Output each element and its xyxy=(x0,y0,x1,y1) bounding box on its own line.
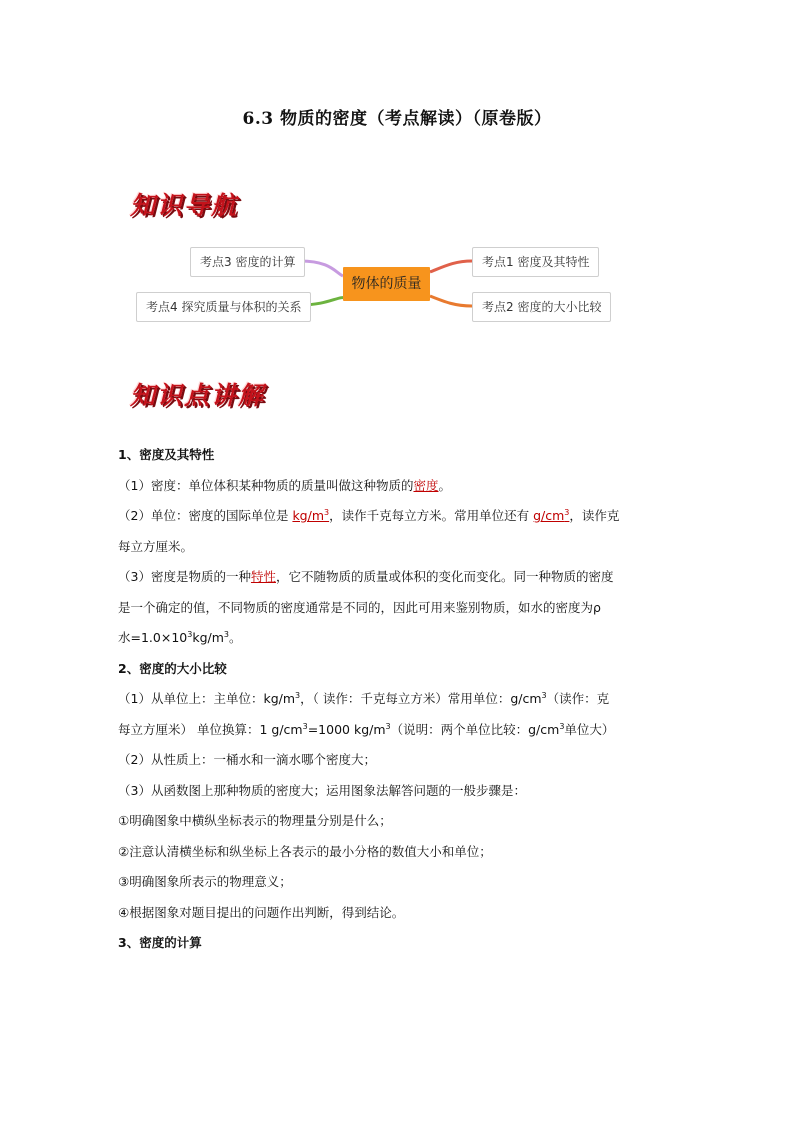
superscript: 3 xyxy=(564,507,570,517)
text: 。 xyxy=(438,477,451,493)
superscript: 3 xyxy=(559,721,565,731)
superscript: 3 xyxy=(302,721,308,731)
superscript: 3 xyxy=(324,507,330,517)
text: （1）密度：单位体积某种物质的质量叫做这种物质的 xyxy=(118,477,414,493)
knowledge-explanation-banner: 知识点讲解 xyxy=(130,381,266,410)
paragraph xyxy=(118,684,678,715)
text: =1000 kg/m xyxy=(307,721,386,737)
text: ，（ 读作：千克每立方米）常用单位：g/cm xyxy=(300,691,542,706)
mind-map xyxy=(0,0,794,340)
knowledge-navigation-banner: 知识导航 xyxy=(130,191,239,220)
text: （2）单位：密度的国际单位是 xyxy=(118,508,293,523)
superscript: 3 xyxy=(295,690,301,700)
paragraph: （2）从性质上：一桶水和一滴水哪个密度大； xyxy=(118,752,376,767)
mindmap-node-k3: 考点3 密度的计算 xyxy=(190,247,305,277)
superscript: 3 xyxy=(187,629,193,639)
paragraph xyxy=(118,623,678,654)
text: （3）密度是物质的一种 xyxy=(118,569,251,584)
paragraph: ②注意认清横坐标和纵坐标上各表示的最小分格的数值大小和单位； xyxy=(118,843,492,859)
text: 单位大） xyxy=(564,721,615,737)
connector-k3 xyxy=(300,261,343,276)
superscript: 3 xyxy=(385,721,391,731)
text: 每立方厘米） 单位换算：1 g/cm xyxy=(118,721,303,737)
connector-k2 xyxy=(430,296,472,306)
paragraph: ①明确图象中横纵坐标表示的物理量分别是什么； xyxy=(118,813,392,828)
page-title: 6.3 物质的密度（考点解读）（原卷版） xyxy=(242,109,552,129)
text: kg/m xyxy=(192,630,224,645)
text: （读作：克 xyxy=(546,691,610,706)
text: kg/m xyxy=(292,508,324,523)
paragraph xyxy=(118,715,678,746)
mindmap-node-k2: 考点2 密度的大小比较 xyxy=(472,292,611,322)
section-heading: 2、密度的大小比较 xyxy=(118,660,227,676)
superscript: 3 xyxy=(223,629,229,639)
text: ，读作千克每立方米。常用单位还有 xyxy=(329,508,534,523)
paragraph: （3）从函数图上那种物质的密度大；运用图象法解答问题的一般步骤是： xyxy=(118,782,526,798)
connector-k1 xyxy=(430,261,472,272)
mindmap-node-k4: 考点4 探究质量与体积的关系 xyxy=(136,292,311,322)
term-highlight: 特性 xyxy=(250,569,276,584)
paragraph: 是一个确定的值，不同物质的密度通常是不同的，因此可用来鉴别物质，如水的密度为ρ xyxy=(118,599,601,615)
text: （1）从单位上：主单位：kg/m xyxy=(118,691,296,706)
paragraph: ④根据图象对题目提出的问题作出判断，得到结论。 xyxy=(118,904,405,920)
text: ，它不随物质的质量或体积的变化而变化。同一种物质的密度 xyxy=(275,569,614,584)
content-body xyxy=(118,440,678,959)
paragraph xyxy=(118,501,678,532)
text: ，读作克 xyxy=(569,508,620,523)
text: 。 xyxy=(228,630,242,645)
text: g/cm xyxy=(533,508,565,523)
paragraph xyxy=(118,562,678,593)
paragraph: ③明确图象所表示的物理意义； xyxy=(118,874,292,889)
unit-highlight xyxy=(533,508,569,523)
mindmap-node-k1: 考点1 密度及其特性 xyxy=(472,247,599,277)
section-heading: 3、密度的计算 xyxy=(118,935,202,950)
mindmap-center: 物体的质量 xyxy=(343,267,430,301)
superscript: 3 xyxy=(541,690,547,700)
unit-highlight xyxy=(292,508,329,523)
term-highlight: 密度 xyxy=(413,477,439,493)
section-heading: 1、密度及其特性 xyxy=(118,447,215,462)
paragraph: 每立方厘米。 xyxy=(118,538,194,554)
paragraph xyxy=(118,471,678,502)
text: 水=1.0×10 xyxy=(118,630,188,645)
text: （说明：两个单位比较：g/cm xyxy=(390,721,560,737)
